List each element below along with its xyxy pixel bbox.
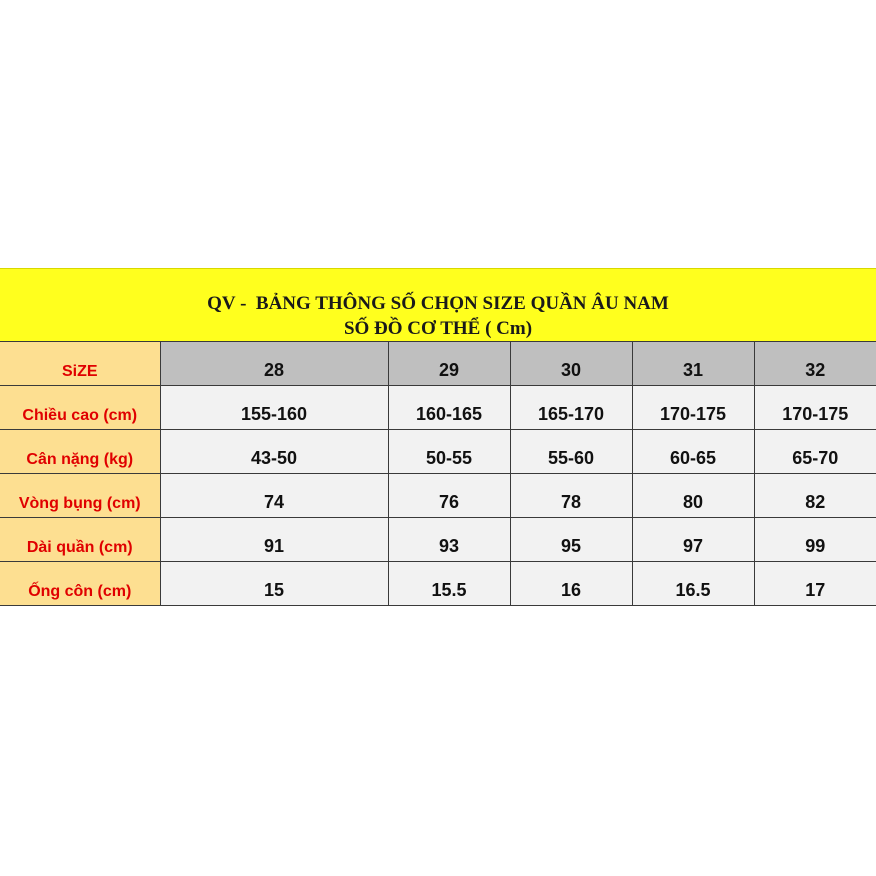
size-header-cell: 32 [754, 342, 876, 386]
row-label-weight: Cân nặng (kg) [0, 430, 160, 474]
table-cell: 65-70 [754, 430, 876, 474]
table-cell: 78 [510, 474, 632, 518]
size-header-cell: 31 [632, 342, 754, 386]
title-banner [0, 268, 876, 341]
size-header-cell: 29 [388, 342, 510, 386]
table-cell: 82 [754, 474, 876, 518]
size-chart [0, 268, 876, 606]
row-label-length: Dài quần (cm) [0, 518, 160, 562]
size-header-cell: 30 [510, 342, 632, 386]
table-cell: 97 [632, 518, 754, 562]
table-cell: 93 [388, 518, 510, 562]
table-row [0, 518, 876, 562]
table-cell: 76 [388, 474, 510, 518]
row-label-waist: Vòng bụng (cm) [0, 474, 160, 518]
table-cell: 15.5 [388, 562, 510, 606]
size-table [0, 341, 876, 606]
table-cell: 170-175 [754, 386, 876, 430]
table-cell: 170-175 [632, 386, 754, 430]
table-cell: 50-55 [388, 430, 510, 474]
table-header-row [0, 342, 876, 386]
chart-subtitle: SỐ ĐỒ CƠ THỂ ( Cm) [343, 318, 533, 339]
table-cell: 80 [632, 474, 754, 518]
table-row [0, 562, 876, 606]
table-cell: 74 [160, 474, 388, 518]
table-row [0, 474, 876, 518]
size-header-cell: 28 [160, 342, 388, 386]
table-cell: 15 [160, 562, 388, 606]
table-cell: 17 [754, 562, 876, 606]
table-row [0, 430, 876, 474]
table-cell: 16 [510, 562, 632, 606]
row-label-height: Chiều cao (cm) [0, 386, 160, 430]
table-cell: 16.5 [632, 562, 754, 606]
table-cell: 165-170 [510, 386, 632, 430]
table-cell: 91 [160, 518, 388, 562]
chart-title: QV - BẢNG THÔNG SỐ CHỌN SIZE QUẦN ÂU NAM [207, 293, 669, 314]
row-label-size: SiZE [0, 342, 160, 386]
table-cell: 160-165 [388, 386, 510, 430]
table-row [0, 386, 876, 430]
table-cell: 99 [754, 518, 876, 562]
table-cell: 155-160 [160, 386, 388, 430]
table-cell: 43-50 [160, 430, 388, 474]
table-cell: 55-60 [510, 430, 632, 474]
table-cell: 95 [510, 518, 632, 562]
row-label-leg-opening: Ống côn (cm) [0, 562, 160, 606]
table-cell: 60-65 [632, 430, 754, 474]
